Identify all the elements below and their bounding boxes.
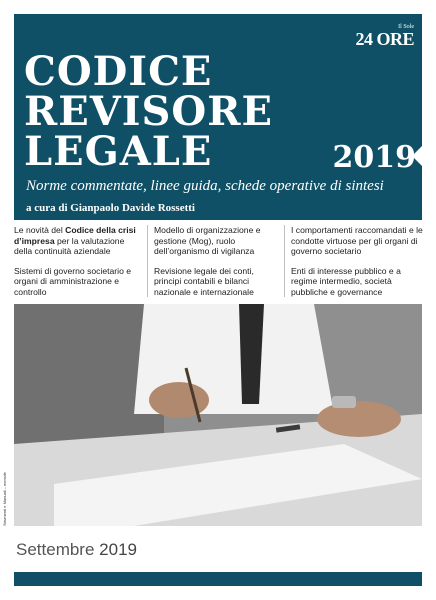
topic-item: Enti di interesse pubblico e a regime intermedio, società pubbliche e governance: [291, 265, 401, 297]
year-notch: [412, 146, 422, 166]
cover-photo: [14, 304, 422, 526]
topic-item: I comportamenti raccomandati e le condotte virtuose per gli organi di governo societario: [291, 225, 423, 256]
title-line-1: CODICE: [24, 48, 213, 95]
footer-bar: [14, 572, 422, 586]
topic-item: Revisione legale dei conti, principi contabili e bilanci nazionale e internazionale: [154, 265, 254, 297]
publisher-line1: Il Sole: [398, 24, 414, 30]
publisher-line2: 24 ORE: [355, 29, 414, 49]
topics-column-2: [147, 225, 282, 297]
topic-item: Modello di organizzazione e gestione (Mog), ruolo dell’organismo di vigilanza: [154, 225, 261, 256]
side-strip-text: Strumenti e Manuali – mensile: [2, 472, 7, 526]
edition-date: [16, 540, 137, 560]
topics-columns: [14, 225, 422, 297]
topics-column-3: [284, 225, 425, 297]
edition-year: 2019: [332, 140, 416, 175]
topic-item: Le novità del Codice della crisi d’impresa per la valutazione della continuità aziendale: [14, 225, 136, 256]
book-author: a cura di Gianpaolo Davide Rossetti: [26, 202, 195, 214]
title-line-3: LEGALE: [24, 128, 213, 175]
topics-column-1: [14, 225, 146, 297]
topic-item: Sistemi di governo societario e organi di amministrazione e controllo: [14, 265, 132, 297]
businessman-signing-illustration: [14, 304, 422, 526]
cover-header: [14, 14, 422, 220]
publisher-logo: [355, 24, 414, 49]
edition-month: Settembre: [16, 540, 100, 559]
book-subtitle: Norme commentate, linee guida, schede operative di sintesi: [26, 178, 384, 194]
title-line-2: REVISORE: [24, 88, 273, 135]
edition-year-footer: 2019: [99, 540, 137, 559]
book-title: [24, 48, 273, 175]
